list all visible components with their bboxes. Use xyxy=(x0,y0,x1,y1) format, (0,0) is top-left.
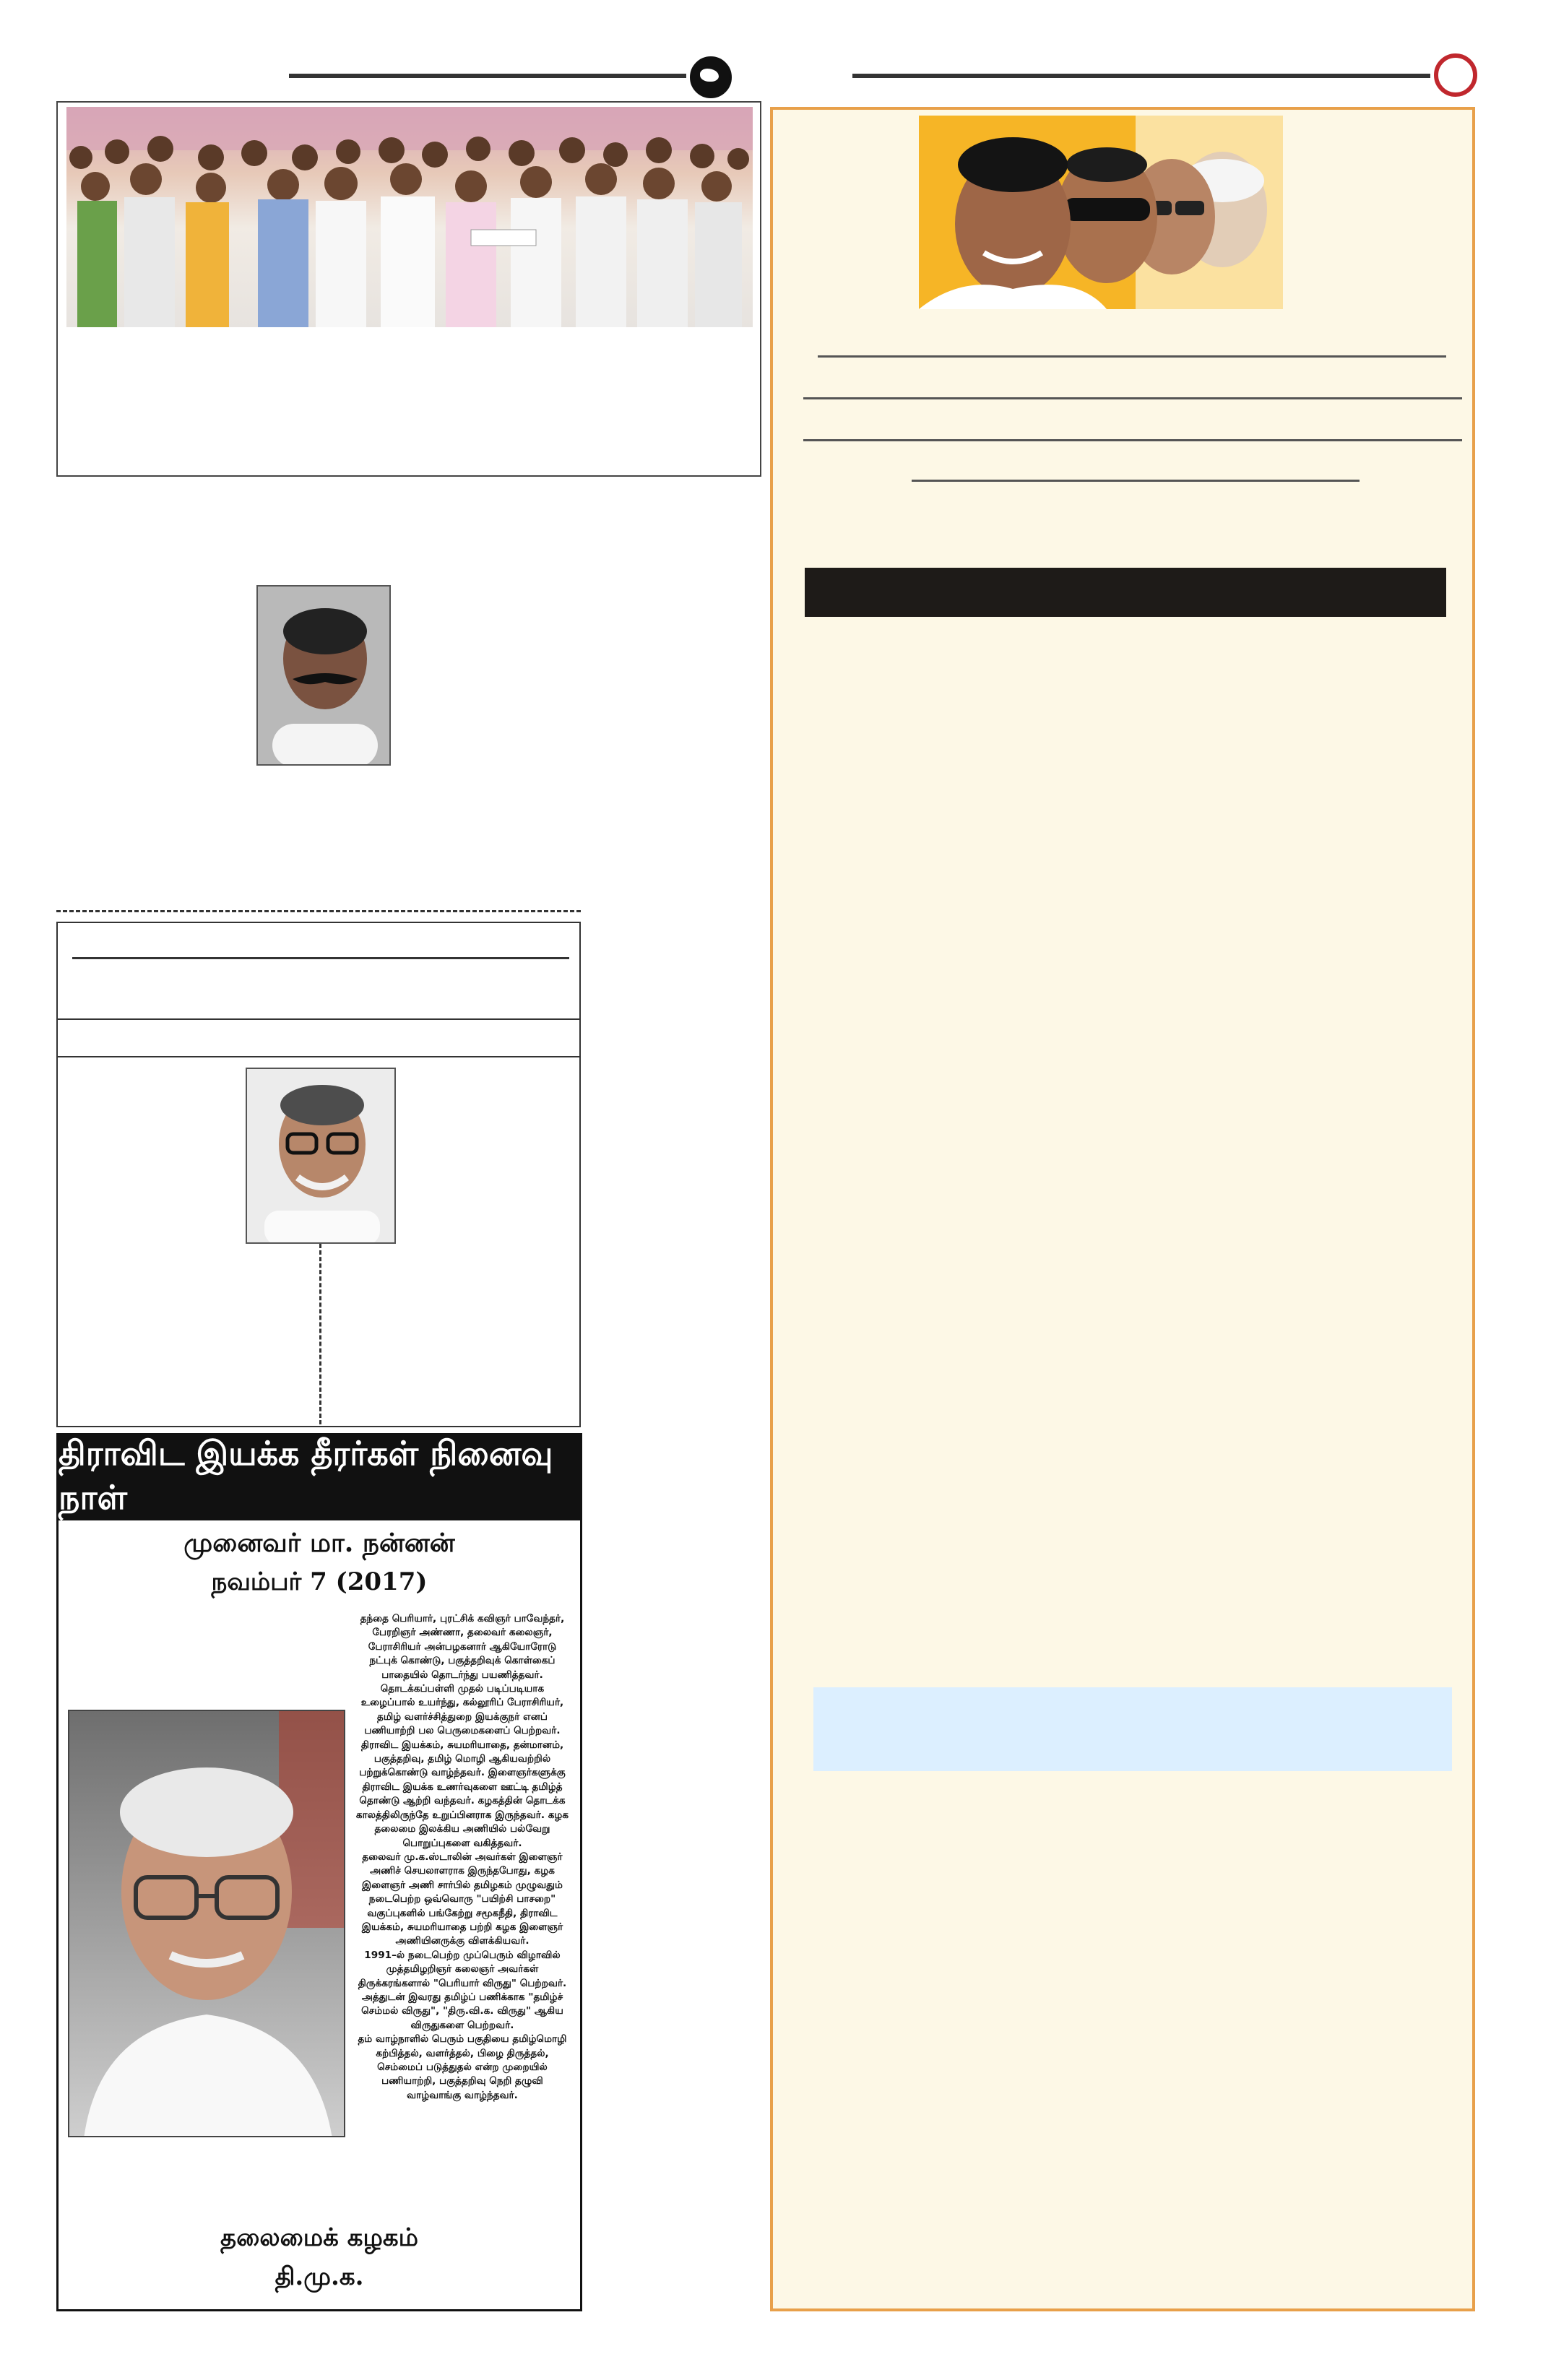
bio-paragraph: திராவிட இயக்கம், சுயமரியாதை, தன்மானம், பகுத்தறிவு, தமிழ் மொழி ஆகியவற்றில் பற்றுக்கொண்டு வாழ்ந்தவர். இளைஞர்களுக்கு திராவிட இயக்க உணர்வுகளை ஊட்டி தமிழ்த் தொண்டு ஆற்றி வந்தவர். கழகத்தின் தொடக்க காலத்திலிருந்தே உறுப்பினராக இருந்தவர். கழக தலைமை இலக்கிய அணியில் பல்வேறு பொறுப்புகளை வகித்தவர். xyxy=(355,1739,569,1849)
signature-party: தி.மு.க. xyxy=(275,2262,364,2291)
header-rule-left xyxy=(289,74,686,78)
montage-illustration xyxy=(919,116,1283,309)
right-feature-panel xyxy=(770,107,1475,2311)
panel-rule xyxy=(803,397,1462,399)
portrait-illustration xyxy=(258,587,391,766)
memorial-biography xyxy=(354,1612,571,2103)
bio-paragraph: தம் வாழ்நாளில் பெரும் பகுதியை தமிழ்மொழி கற்பித்தல், வளர்த்தல், பிழை திருத்தல், செம்மைப் படுத்துதல் என்ற முறையில் பணியாற்றி, பகுத்தறிவு நெறி தழுவி வாழ்வாங்கு வாழ்ந்தவர். xyxy=(358,2033,567,2101)
header-rule-right xyxy=(852,74,1430,78)
elderly-man-portrait xyxy=(68,1710,345,2137)
mustached-man-portrait xyxy=(256,585,391,766)
crowd-illustration xyxy=(66,107,753,327)
obituary-dashed-connector xyxy=(319,1244,321,1424)
portrait-illustration xyxy=(247,1069,396,1244)
bio-paragraph: தொடக்கப்பள்ளி முதல் படிப்படியாக உழைப்பால் உயர்ந்து, கல்லூரிப் பேராசிரியர், தமிழ் வளர்ச்சித்துறை இயக்குநர் எனப் பணியாற்றி பல பெருமைகளைப் பெற்றவர். xyxy=(360,1683,564,1737)
memorial-name: முனைவர் மா. நன்னன் xyxy=(183,1528,455,1558)
obituary-title-rule xyxy=(72,957,569,959)
obituary-separator xyxy=(56,1018,581,1020)
panel-heading-bar xyxy=(805,568,1446,617)
panel-rule xyxy=(803,439,1462,441)
panel-rule xyxy=(912,480,1360,482)
panel-rule xyxy=(818,355,1446,358)
group-event-photo xyxy=(66,107,753,327)
memorial-date: நவம்பர் 7 (2017) xyxy=(211,1567,428,1596)
memorial-banner: திராவிட இயக்க தீரர்கள் நினைவு நாள் xyxy=(59,1435,580,1520)
rising-sun-emblem-icon xyxy=(690,56,732,98)
bio-paragraph: தந்தை பெரியார், புரட்சிக் கவிஞர் பாவேந்தர், பேரறிஞர் அண்ணா, தலைவர் கலைஞர், பேராசிரியர் அன்பழகனார் ஆகியோரோடு நட்புக் கொண்டு, பகுத்தறிவுக் கொள்கைப் பாதையில் தொடர்ந்து பயணித்தவர். xyxy=(360,1613,565,1681)
dmk-leaders-montage xyxy=(919,116,1283,309)
section-divider-dashed xyxy=(56,910,581,912)
obituary-separator xyxy=(56,1056,581,1057)
bio-paragraph: 1991–ல் நடைபெற்ற முப்பெரும் விழாவில் முத்தமிழறிஞர் கலைஞர் அவர்கள் திருக்கரங்களால் "பெரியார் விருது" பெற்றவர். அத்துடன் இவரது தமிழ்ப் பணிக்காக "தமிழ்ச் செம்மல் விருது", "திரு.வி.க. விருது" ஆகிய விருதுகளை பெற்றவர். xyxy=(358,1949,567,2031)
bespectacled-elder-portrait xyxy=(246,1068,396,1244)
signature-headquarters: தலைமைக் கழகம் xyxy=(220,2223,418,2252)
panel-highlight-box xyxy=(813,1687,1452,1771)
bio-paragraph: தலைவர் மு.க.ஸ்டாலின் அவர்கள் இளைஞர் அணிச் செயலாளராக இருந்தபோது, கழக இளைஞர் அணி சார்பில் தமிழகம் முழுவதும் நடைபெற்ற ஒவ்வொரு "பயிற்சி பாசறை" வகுப்புகளில் பங்கேற்று சமூகநீதி, திராவிட இயக்கம், சுயமரியாதை பற்றி கழக இளைஞர் அணியினருக்கு விளக்கியவர். xyxy=(361,1851,563,1947)
portrait-illustration xyxy=(69,1711,345,2137)
page-number-circle-icon xyxy=(1434,53,1477,97)
